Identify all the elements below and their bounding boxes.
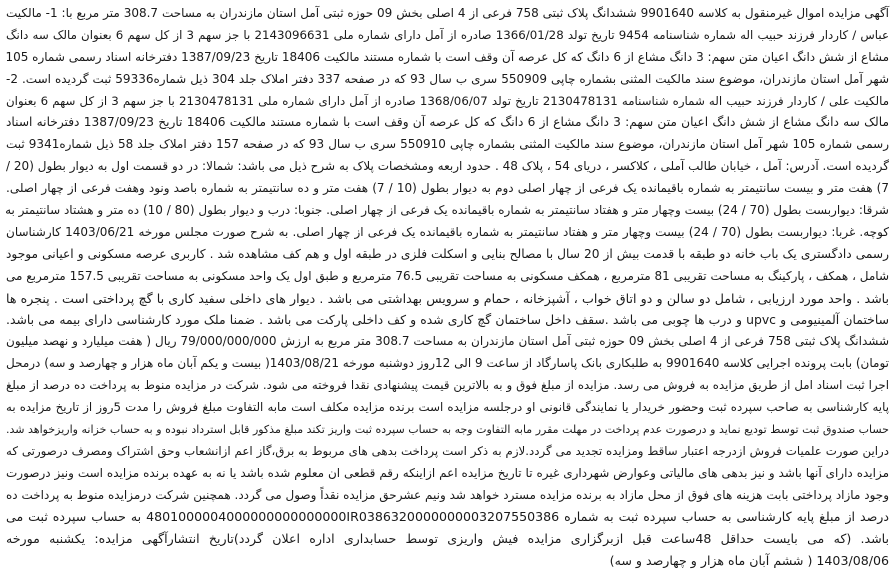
notice-line: تومان) بابت پرونده اجرایی کلاسه 9901640 به طلبکاری بانک پاسارگاد از ساعت 9 الی 12روز دوشنبه مورخه 1403/08/21( بیست و یکم آبان ماه هزار و چهارصد و سه) درمحل: [6, 356, 889, 371]
notice-line: گردیده است. آدرس: آمل ، خیابان طالب آملی ، کلاکسر ، دریای 54 ، پلاک 48 . حدود اربعه ومشخصات پلاک به شرح ذیل می باشد: شمالا: در دو قسمت اول به دیوار بطول (20 /: [6, 159, 889, 174]
notice-line: ششدانگ پلاک ثبتی 758 فرعی از 4 اصلی بخش 09 حوزه ثبتی آمل استان مازندران به مساحت 308.7 متر مربع به ارزش 79/000/000/000 ریال ( هفت میلیارد و نهصد میلیون: [6, 334, 890, 349]
notice-line: باشد . واحد مورد ارزیابی ، شامل دو سالن و دو اتاق خواب ، آشپزخانه ، حمام و سرویس بهداشتی می باشد . دیوار های داخلی سفید کاری با گچ پرداختی است . پنجره ها: [6, 290, 889, 306]
notice-line: آگهی مزایده اموال غیرمنقول به کلاسه 9901640 ششدانگ پلاک ثبتی 758 فرعی از 4 اصلی بخش 09 حوزه ثبتی آمل استان مازندران به مساحت 308.7 متر مربع با: 1- مالکیت: [6, 6, 890, 20]
notice-line: شرقا: دیواربست بطول (70 / 24) بیست وچهار متر و هفتاد سانتیمتر به شماره باقیمانده یک فرعی از چهار اصلی. جنوبا: درب و دیوار بطول (80 / 10) ده متر و هشتاد سانتیمتر به: [5, 203, 889, 218]
notice-line: شهر آمل استان مازندران، موضوع سند مالکیت المثنی بشماره چاپی 550909 سری ب سال 93 که در صفحه 337 دفتر املاک جلد 304 ذیل شماره59336 ثبت گردیده است. 2-: [6, 71, 890, 86]
notice-line: 7) هفت متر و بیست سانتیمتر به شماره باقیمانده یک فرعی از چهار اصلی دوم به دیوار بطول (10 / 7) هفت متر و ده سانتیمتر به شماره باصد ونود وهفت فرعی از چهار اصلی.: [6, 181, 890, 196]
notice-line: پایه کارشناسی به صاحب سپرده ثبت وحضور خریدار یا نمایندگی قانونی او درجلسه مزایده است برنده مزایده مکلف است مابه التفاوت مبلغ فروش را مدت 5روز از تاریخ مزایده به: [6, 400, 889, 415]
notice-line: مالک سه دانگ مشاع از شش دانگ اعیان متن سهم: 3 دانگ مشاع از 6 دانگ که کل عرصه آن وقف است با شماره مستند مالکیت 18406 تاریخ 1387/09/23 دفترخانه اسناد: [6, 115, 889, 130]
notice-line: مشاع از شش دانگ اعیان متن سهم: 3 دانگ مشاع از 6 دانگ که کل عرصه آن وقف است با شماره مستند مالکیت 18406 تاریخ 1387/09/23 دفترخانه اسناد رسمی شماره 105: [5, 49, 889, 64]
notice-line: اجرا ثبت اسناد امل از طریق مزایده به فروش می رسد. مزایده از مبلغ فوق و به بالاترین قیمت پیشنهادی نقدا فروخته می شود. شرکت در مزایده منوط به پرداخت ده درصد از مبلغ: [6, 378, 889, 393]
notice-line: ساختمان آلمینیومی و upvc و درب ها چوبی می باشد .سقف داخل ساختمان گچ کاری شده و کف داخلی پارکت می باشد . ضمنا ملک مورد کارشناسی دارای بیمه می باشد.: [6, 312, 890, 328]
notice-line: دراین صورت علمیات فروش ازدرجه اعتبار ساقط ومزایده تجدید می گردد.لازم به ذکر است پرداخت بدهی های مربوط به برق،گاز اعم ازانشعاب وحق اشتراک ومصرف درصورتی که: [6, 443, 889, 458]
notice-line: کوچه. غربا: دیواربست بطول (70 / 24) بیست وچهار متر و هفتاد سانتیمتر به شماره باقیمانده یک فرعی از چهار اصلی. به شرح صورت مجلس مورخه 1403/06/21 کارشناسان: [6, 224, 889, 239]
notice-line: درصد از مبلغ پایه کارشناسی به حساب سپرده ثبت به شماره 4801000004000000000000000IR0386320000000003207550386 به حساب سپرده ثبت می: [6, 509, 889, 525]
notice-line: رسمی شماره 105 شهر آمل استان مازندران، موضوع سند مالکیت المثنی بشماره چاپی 550910 سری ب سال 93 که در صفحه 157 دفتر املاک جلد 58 ذیل شماره9341 ثبت: [6, 137, 890, 152]
notice-line: مالکیت علی / کاردار فرزند حبیب اله شماره شناسنامه 2130478131 تاریخ تولد 1368/06/07 صادره از آمل دارای شماره ملی 2130478131 با جز سهم 3 از کل سهم 6 بعنوان: [6, 93, 890, 108]
notice-line: حساب صندوق ثبت توسط تودیع نماید و درصورت عدم پرداخت در مهلت مقرر مابه التفاوت وجه به حساب سپرده ثبت واریز تکند مبلغ مذکور قابل استرداد نبوده و به حساب خزانه واریزخواهد شد.: [6, 422, 889, 436]
notice-line: 1403/08/06 ( ششم آبان ماه هزار و چهارصد و سه): [609, 553, 889, 569]
notice-line: شامل ، همکف ، پارکینگ به مساحت تقریبی 81 مترمربع ، همکف مسکونی به مساحت تقریبی 76.5 مترمربع و طبق اول یک واحد مسکونی به مساحت تقریبی 157.5 مترمربع می: [6, 268, 890, 283]
notice-line: مزایده دارای آنها باشد و نیز بدهی های مالیاتی وعوارض شهرداری غیره تا تاریخ مزایده اعم ازاینکه رقم قطعی ان معلوم شده باشد یا نه به عهده برنده مزایده است ونیز درصورت: [6, 465, 889, 480]
notice-line: رسمی دادگستری یک باب خانه دو طبقه با قدمت بیش از 20 سال با مصالح بنایی و اسکلت فلزی در طبقه اول و هم کف مشاهده شد . کاربری عرصه مسکونی و اعیانی موجود: [6, 246, 889, 261]
notice-line: باشد. (که می بایست حداقل 48ساعت قبل ازبرگزاری مزایده فیش واریزی توسط حسابداری اداره اعلان گردد)تاریخ انتشارآگهی مزایده: یکشنبه مورخه: [6, 531, 889, 547]
notice-line: عباس / کاردار فرزند حبیب اله شماره شناسنامه 9454 تاریخ تولد 1366/01/28 صادره از آمل دارای شماره ملی 2143096631 با جز سهم 3 از کل سهم 6 بعنوان مالک سه دانگ: [6, 27, 890, 42]
notice-line: وجود مازاد پرداختی بابت هزینه های فوق از محل مازاد به برنده مزایده مسترد خواهد شد ونیم عشرحق مزایده نقداً وصول می گردد. همچنین شرکت درمزایده منوط به پرداخت ده: [6, 487, 889, 502]
